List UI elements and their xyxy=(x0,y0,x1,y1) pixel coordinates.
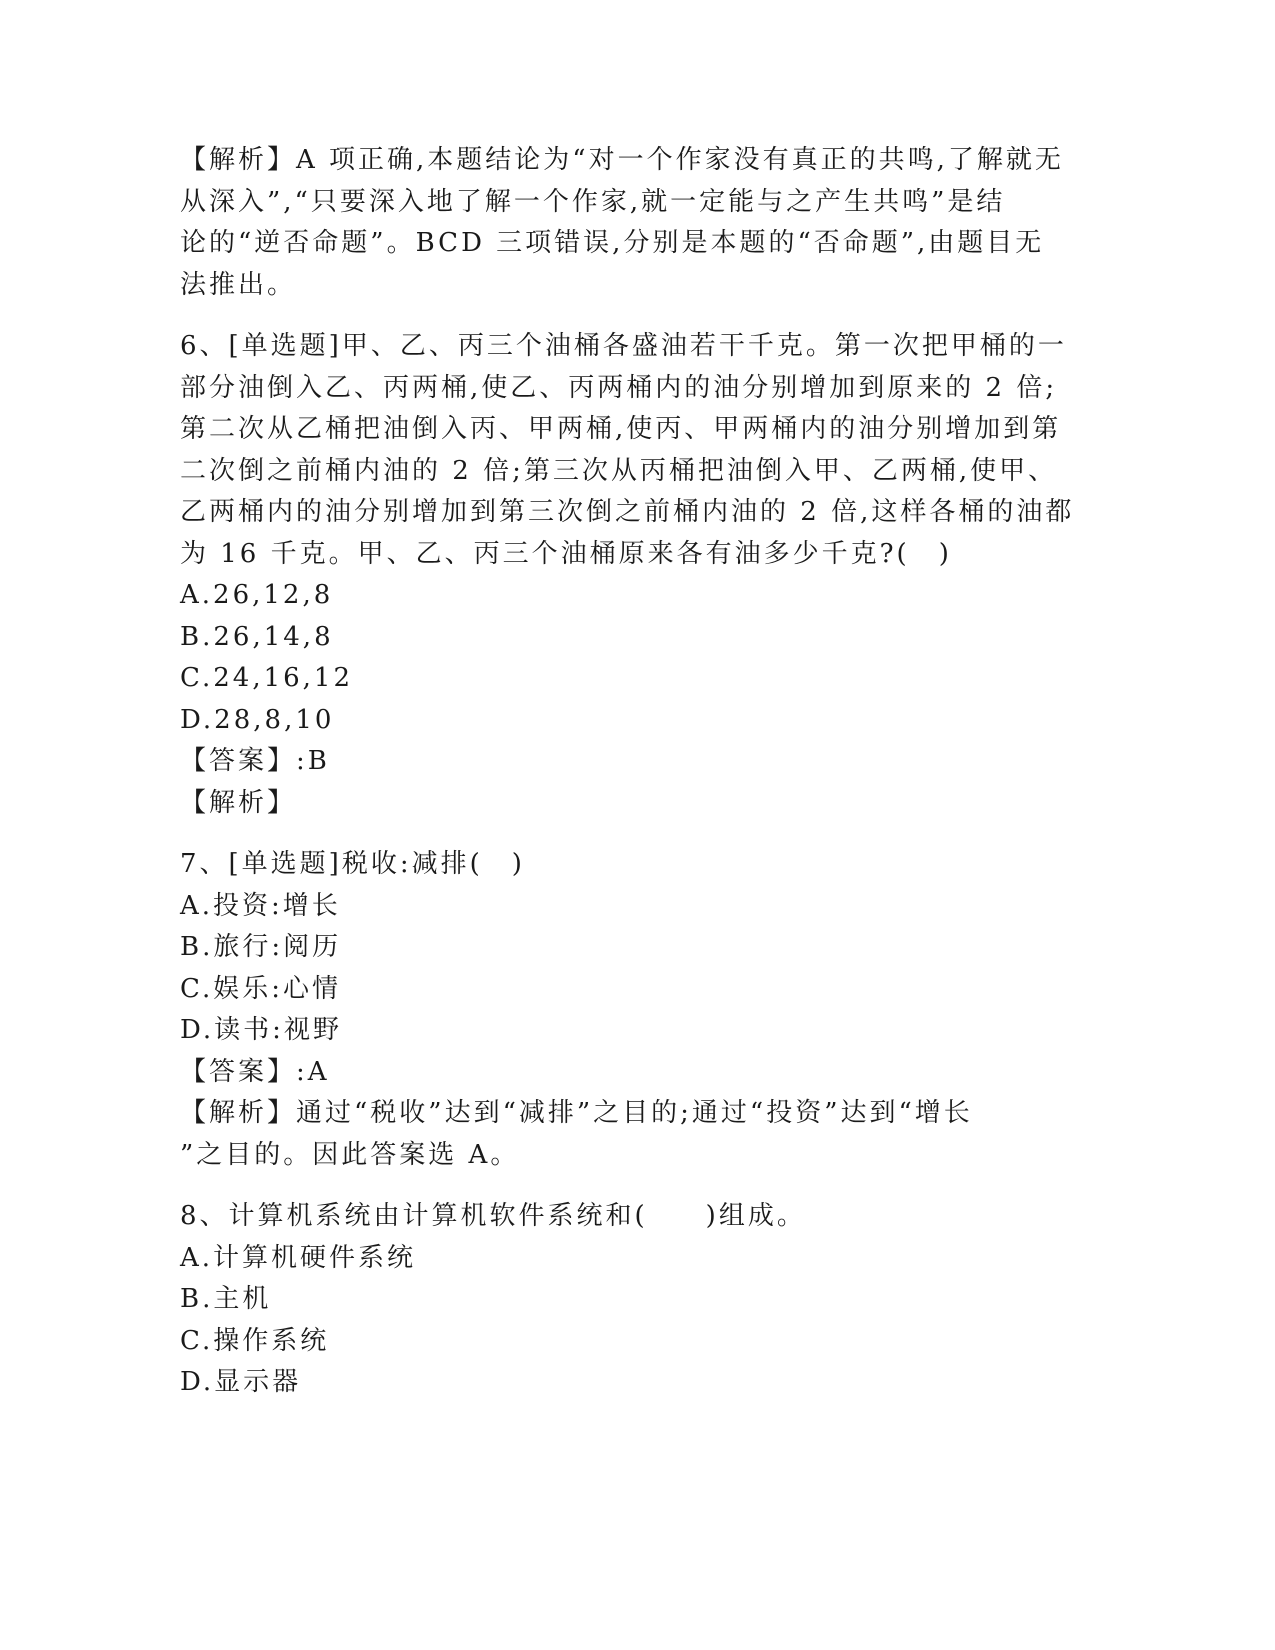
question-stem-line: 二次倒之前桶内油的 2 倍;第三次从丙桶把油倒入甲、乙两桶,使甲、 xyxy=(180,455,1058,486)
option-b: B.旅行:阅历 xyxy=(180,932,342,962)
analysis-line: 【解析】 xyxy=(180,787,297,818)
analysis-block-q5 xyxy=(180,140,1064,306)
answer-line: 【答案】:B xyxy=(180,746,330,776)
option-a: A.投资:增长 xyxy=(180,890,341,921)
question-stem-line: 部分油倒入乙、丙两桶,使乙、丙两桶内的油分别增加到原来的 2 倍; xyxy=(180,372,1058,403)
analysis-line: 【解析】通过“税收”达到“减排”之目的;通过“投资”达到“增长 xyxy=(180,1098,973,1128)
analysis-line: 法推出。 xyxy=(180,269,297,300)
option-b: B.主机 xyxy=(180,1284,272,1314)
option-c: C.娱乐:心情 xyxy=(180,973,341,1004)
answer-line: 【答案】:A xyxy=(180,1056,330,1087)
option-a: A.计算机硬件系统 xyxy=(180,1242,417,1273)
question-stem-line: 8、计算机系统由计算机软件系统和( )组成。 xyxy=(180,1201,806,1231)
analysis-line: 从深入”,“只要深入地了解一个作家,就一定能与之产生共鸣”是结 xyxy=(180,186,1006,217)
option-d: D.读书:视野 xyxy=(180,1015,342,1045)
option-a: A.26,12,8 xyxy=(180,580,334,610)
option-c: C.操作系统 xyxy=(180,1325,330,1356)
question-6 xyxy=(180,326,1075,824)
analysis-line: 论的“逆否命题”。BCD 三项错误,分别是本题的“否命题”,由题目无 xyxy=(180,228,1045,258)
document-page xyxy=(180,140,1075,1404)
option-d: D.28,8,10 xyxy=(180,704,335,735)
question-7 xyxy=(180,844,1060,1176)
analysis-line: 【解析】A 项正确,本题结论为“对一个作家没有真正的共鸣,了解就无 xyxy=(180,145,1064,175)
question-stem-line: 6、[单选题]甲、乙、丙三个油桶各盛油若干千克。第一次把甲桶的一 xyxy=(180,331,1067,361)
question-stem-line: 乙两桶内的油分别增加到第三次倒之前桶内油的 2 倍,这样各桶的油都 xyxy=(180,497,1075,527)
question-stem-line: 第二次从乙桶把油倒入丙、甲两桶,使丙、甲两桶内的油分别增加到第 xyxy=(180,414,1062,444)
option-b: B.26,14,8 xyxy=(180,621,334,652)
analysis-line: ”之目的。因此答案选 A。 xyxy=(180,1139,520,1170)
option-c: C.24,16,12 xyxy=(180,663,354,693)
question-stem-line: 7、[单选题]税收:减排( ) xyxy=(180,849,525,879)
option-d: D.显示器 xyxy=(180,1367,302,1397)
question-8 xyxy=(180,1196,1060,1404)
question-stem-line: 为 16 千克。甲、乙、丙三个油桶原来各有油多少千克?( ) xyxy=(180,538,952,569)
